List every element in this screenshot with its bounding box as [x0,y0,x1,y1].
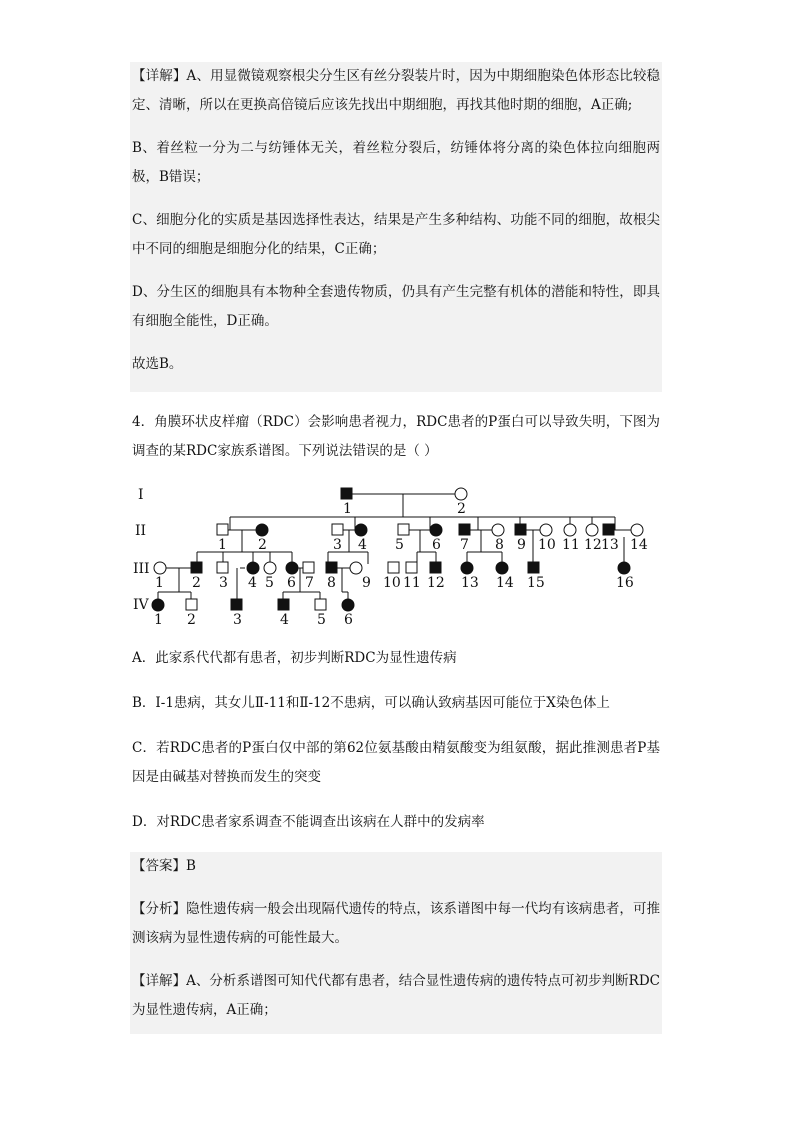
individual-label: 7 [460,537,469,553]
gen2-female-11 [564,524,576,536]
gen2-female-6-affected [430,524,442,536]
individual-label: 10 [383,575,401,591]
gen3-male-10 [388,562,399,573]
individual-label: 4 [280,612,289,628]
gen1-female-2 [455,488,467,500]
gen2-male-5 [398,524,409,535]
options-block [130,644,662,837]
gen3-female-9 [350,562,362,574]
gen4-male-2 [186,599,197,610]
individual-label: 5 [395,537,404,553]
individual-label: 4 [358,537,367,553]
gen2-female-14 [631,524,643,536]
gen3-male-3 [217,562,228,573]
gen2-male-13-affected [603,524,614,535]
option-b: B．Ⅰ-1患病，其女儿Ⅱ-11和Ⅱ-12不患病，可以确认致病基因可能位于X染色体上 [132,695,610,711]
answer-text: 【答案】B [132,858,196,874]
individual-label: 3 [233,612,242,628]
individual-label: 16 [616,575,634,591]
individual-label: 9 [362,575,371,591]
generation-label: II [135,523,147,539]
individual-label: 1 [218,537,227,553]
gen3-female-4-affected [247,562,259,574]
gen3-female-5 [264,562,276,574]
individual-label: 12 [584,537,602,553]
individual-label: 2 [457,501,466,517]
detail-paragraph-a: 【详解】A、用显微镜观察根尖分生区有丝分裂装片时，因为中期细胞染色体形态比较稳定、清晰，所以在更换高倍镜后应该先找出中期细胞，再找其他时期的细胞，A正确; [132,68,660,113]
gen3-male-11 [406,562,417,573]
individual-label: 1 [155,575,164,591]
question-stem: 4．角膜环状皮样瘤（RDC）会影响患者视力，RDC患者的P蛋白可以导致失明，下图为调查的某RDC家族系谱图。下列说法错误的是（ ） [132,414,660,459]
option-a: A．此家系代代都有患者，初步判断RDC为显性遗传病 [132,650,457,666]
gen2-female-4-affected [355,524,367,536]
individual-label: 5 [265,575,274,591]
option-c: C．若RDC患者的P蛋白仅中部的第62位氨基酸由精氨酸变为组氨酸，据此推测患者P基因是由碱基对替换而发生的突变 [132,740,660,785]
individual-label: 3 [219,575,228,591]
gen2-female-8 [492,524,504,536]
gen2-male-7-affected [459,524,470,535]
gen4-male-3-affected [231,599,242,610]
question-stem-block [130,408,662,466]
individual-label: 2 [258,537,267,553]
gen2-male-1 [217,524,228,535]
answer-block [130,852,662,1034]
gen3-male-12-affected [430,562,441,573]
individual-label: 6 [287,575,296,591]
detail-conclusion: 故选B。 [132,356,183,372]
answer-detail-text: 【详解】A、分析系谱图可知代代都有患者，结合显性遗传病的遗传特点可初步判断RDC为显性遗传病，A正确； [132,973,660,1018]
individual-label: 12 [427,575,445,591]
gen2-female-12 [586,524,598,536]
gen3-female-16-affected [618,562,630,574]
gen3-female-6-affected [286,562,298,574]
individual-label: 7 [305,575,314,591]
gen3-male-2-affected [191,562,202,573]
generation-label: III [133,561,150,577]
gen3-female-13-affected [461,562,473,574]
individual-label: 6 [344,612,353,628]
individual-label: 14 [630,537,648,553]
gen3-male-8-affected [326,562,337,573]
individual-label: 9 [517,537,526,553]
individual-label: 13 [461,575,479,591]
individual-label: 11 [562,537,580,553]
gen3-female-1 [154,562,166,574]
gen4-male-4-affected [278,599,289,610]
gen3-male-7 [303,562,314,573]
gen4-female-1-affected [152,599,164,611]
individual-label: 6 [432,537,441,553]
individual-label: 3 [333,537,342,553]
individual-label: 10 [538,537,556,553]
detail-paragraph-d: D、分生区的细胞具有本物种全套遗传物质，仍具有产生完整有机体的潜能和特性，即具有细胞全能性，D正确。 [132,284,660,329]
generation-label: IV [133,597,149,613]
gen4-male-5 [315,599,326,610]
gen2-male-3 [332,524,343,535]
individual-label: 8 [327,575,336,591]
individual-label: 11 [403,575,421,591]
individual-label: 13 [601,537,619,553]
gen4-female-6-affected [342,599,354,611]
analysis-text: 【分析】隐性遗传病一般会出现隔代遗传的特点，该系谱图中每一代均有该病患者，可推测该病为显性遗传病的可能性最大。 [132,901,660,946]
gen3-female-14-affected [496,562,508,574]
individual-label: 1 [343,501,352,517]
individual-label: 2 [187,612,196,628]
pedigree-chart [130,478,662,628]
gen3-male-15-affected [528,562,539,573]
individual-label: 14 [496,575,514,591]
detail-block [130,62,662,392]
option-d: D．对RDC患者家系调查不能调查出该病在人群中的发病率 [132,814,485,830]
gen2-female-10 [540,524,552,536]
detail-paragraph-b: B、着丝粒一分为二与纺锤体无关，着丝粒分裂后，纺锤体将分离的染色体拉向细胞两极，B错误； [132,140,660,185]
individual-label: 2 [192,575,201,591]
gen2-female-2-affected [256,524,268,536]
individual-label: 5 [317,612,326,628]
individual-label: 8 [495,537,504,553]
detail-paragraph-c: C、细胞分化的实质是基因选择性表达，结果是产生多种结构、功能不同的细胞，故根尖中不同的细胞是细胞分化的结果，C正确； [132,212,660,257]
generation-labels [133,487,150,613]
gen1-male-1-affected [341,488,352,499]
generation-label: I [138,487,144,503]
individual-label: 15 [527,575,545,591]
individual-label: 1 [154,612,163,628]
gen2-male-9-affected [515,524,526,535]
individual-label: 4 [248,575,257,591]
